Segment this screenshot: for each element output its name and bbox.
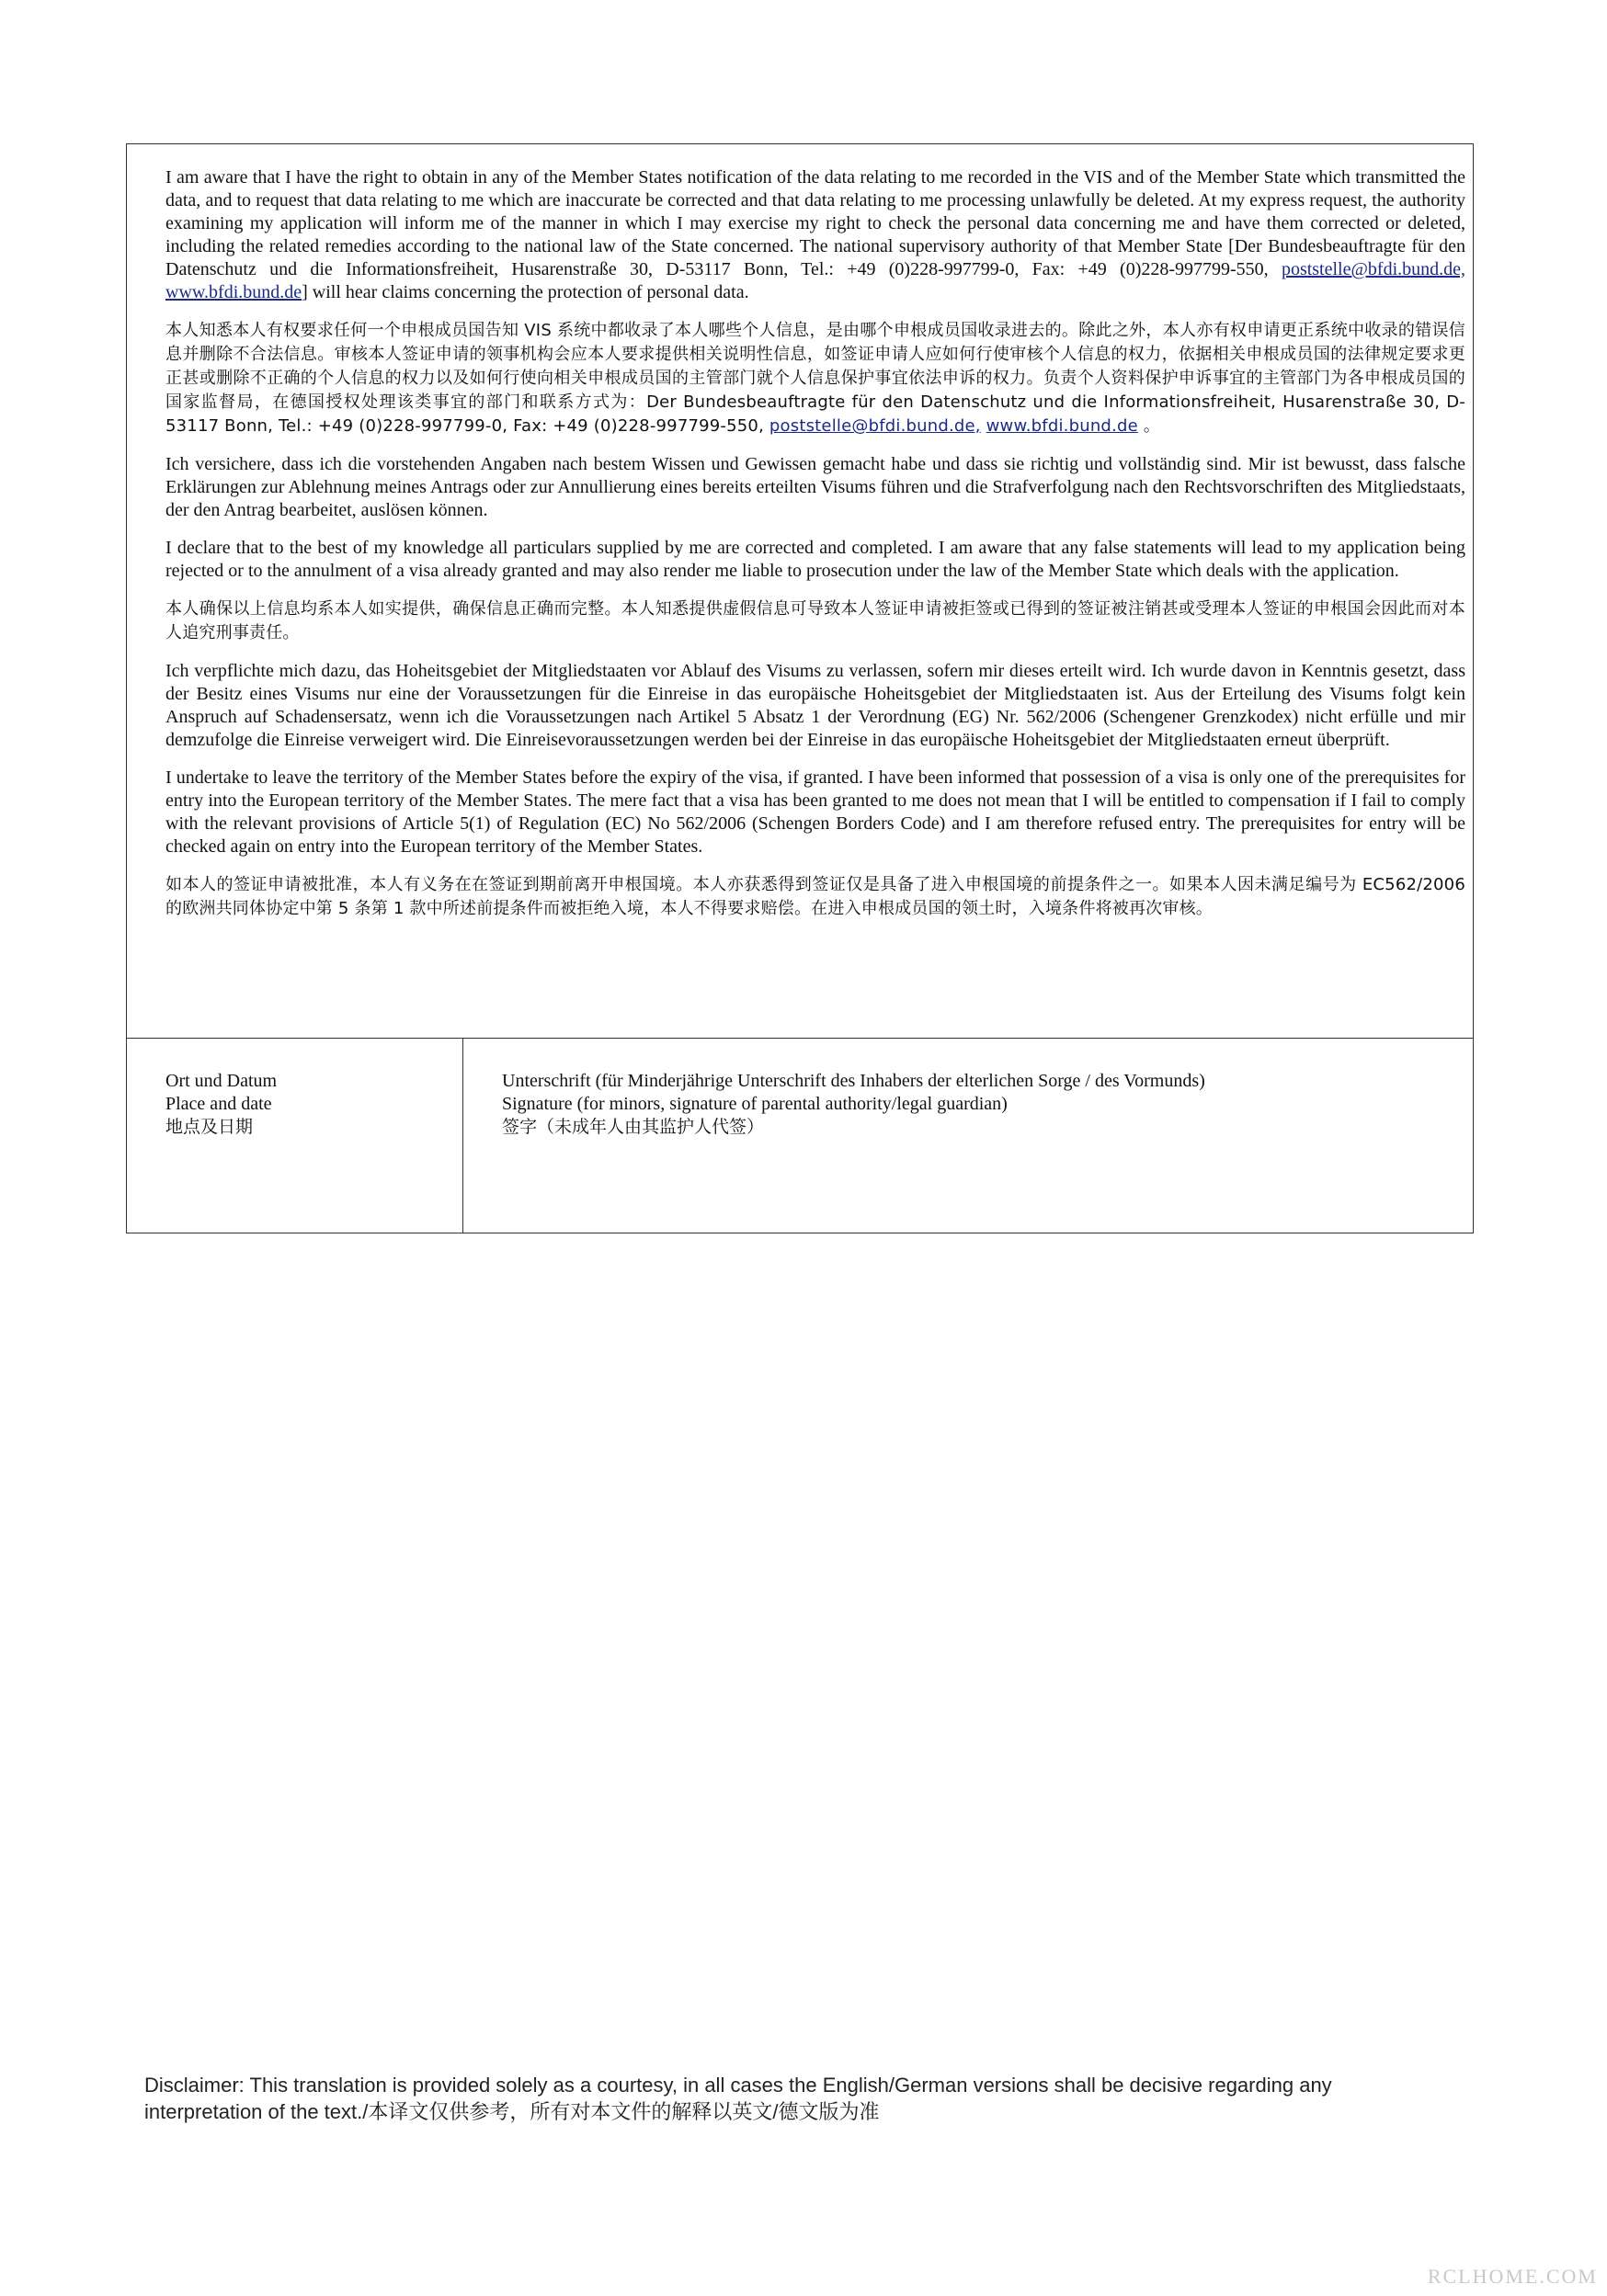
- declarations-text: [165, 166, 1465, 936]
- declaration-leave-en: I undertake to leave the territory of the Member States before the expiry of the visa, if granted. I have been informed that possession of a visa is only one of the prerequisites for entry into the European territory of the Member States. The mere fact that a visa has been granted to me does not mean that I will be entitled to compensation if I fail to comply with the relevant provisions of Article 5(1) of Regulation (EC) No 562/2006 (Schengen Borders Code) and I am therefore refused entry. The prerequisites for entry will be checked again on entry into the European territory of the Member States.: [165, 767, 1465, 857]
- website-link[interactable]: www.bfdi.bund.de: [165, 282, 302, 302]
- place-label-en: Place and date: [165, 1094, 272, 1114]
- declaration-leave-zh: 如本人的签证申请被批准，本人有义务在在签证到期前离开申根国境。本人亦获悉得到签证仅是具备了进入申根国境的前提条件之一。如果本人因未满足编号为 EC562/2006 的欧洲共同体协定中第 5 条第 1 款中所述前提条件而被拒绝入境，本人不得要求赔偿。在进入申根成员国的领土时，入境条件将被再次审核。: [165, 875, 1465, 918]
- place-label-zh: 地点及日期: [165, 1117, 254, 1137]
- disclaimer-line: interpretation of the text./本译文仅供参考，所有对本文件的解释以英文/德文版为准: [144, 2100, 880, 2123]
- watermark: RCLHOME.COM: [1427, 2265, 1598, 2288]
- declaration-truth-zh: 本人确保以上信息均系本人如实提供，确保信息正确而完整。本人知悉提供虚假信息可导致本人签证申请被拒签或已得到的签证被注销甚或受理本人签证的申根国会因此而对本人追究刑事责任。: [165, 599, 1465, 642]
- declaration-text: I am aware that I have the right to obtain in any of the Member States notification of the data relating to me recorded in the VIS and of the Member State which transmitted the data, and to request that data relating to me which are inaccurate be corrected and that data relating to me processing unlawfully be deleted. At my express request, the authority examining my application will inform me of the manner in which I may exercise my right to check the personal data concerning me and have them corrected or deleted, including the related remedies according to the national law of the State concerned. The national supervisory authority of that Member State [Der Bundesbeauftragte für den Datenschutz und die Informationsfreiheit, Husarenstraße 30, D-53117 Bonn, Tel.: +49 (0)228-997799-0, Fax: +49 (0)228-997799-550,: [165, 167, 1465, 279]
- declaration-text: 。: [1137, 416, 1161, 436]
- website-link[interactable]: www.bfdi.bund.de: [986, 416, 1138, 436]
- signature-label-en: Signature (for minors, signature of parental authority/legal guardian): [502, 1094, 1008, 1114]
- disclaimer: [144, 2072, 1431, 2125]
- signature-label-de: Unterschrift (für Minderjährige Unterschrift des Inhabers der elterlichen Sorge / des Vormunds): [502, 1071, 1205, 1091]
- email-link[interactable]: poststelle@bfdi.bund.de,: [1281, 259, 1465, 279]
- signature-row: [127, 1038, 1473, 1233]
- declaration-text: ] will hear claims concerning the protection of personal data.: [302, 282, 749, 302]
- declaration-data-rights-zh: [165, 319, 1465, 438]
- signature-cell[interactable]: [463, 1039, 1473, 1233]
- email-link[interactable]: poststelle@bfdi.bund.de,: [769, 416, 981, 436]
- declaration-leave-de: Ich verpflichte mich dazu, das Hoheitsgebiet der Mitgliedstaaten vor Ablauf des Visums zu verlassen, sofern mir dieses erteilt wird. Ich wurde davon in Kenntnis gesetzt, dass der Besitz eines Visums nur eine der Voraussetzungen für die Einreise in das europäische Hoheitsgebiet der Mitgliedstaaten ist. Aus der Erteilung des Visums folgt kein Anspruch auf Schadensersatz, wenn ich die Voraussetzungen nach Artikel 5 Absatz 1 der Verordnung (EG) Nr. 562/2006 (Schengener Grenzkodex) nicht erfülle und mir demzufolge die Einreise verweigert wird. Die Einreisevoraussetzungen werden bei der Einreise in das europäische Hoheitsgebiet der Mitgliedstaaten erneut überprüft.: [165, 661, 1465, 750]
- place-label-de: Ort und Datum: [165, 1071, 278, 1091]
- disclaimer-line: Disclaimer: This translation is provided solely as a courtesy, in all cases the English/German versions shall be decisive regarding any: [144, 2074, 1332, 2097]
- place-and-date-cell[interactable]: [127, 1039, 463, 1233]
- declaration-truth-de: Ich versichere, dass ich die vorstehenden Angaben nach bestem Wissen und Gewissen gemacht habe und dass sie richtig und vollständig sind. Mir ist bewusst, dass falsche Erklärungen zur Ablehnung meines Antrags oder zur Annullierung eines bereits erteilten Visums führen und die Strafverfolgung nach den Rechtsvorschriften des Mitgliedstaats, der den Antrag bearbeitet, auslösen können.: [165, 454, 1465, 520]
- declaration-truth-en: I declare that to the best of my knowledge all particulars supplied by me are corrected and completed. I am aware that any false statements will lead to my application being rejected or to the annulment of a visa already granted and may also render me liable to prosecution under the law of the Member State which deals with the application.: [165, 538, 1465, 581]
- signature-label-zh: 签字（未成年人由其监护人代签）: [502, 1117, 765, 1137]
- declaration-text: 本人知悉本人有权要求任何一个申根成员国告知 VIS 系统中都收录了本人哪些个人信息，是由哪个申根成员国收录进去的。除此之外，本人亦有权申请更正系统中收录的错误信息并删除不合法信息。审核本人签证申请的领事机构会应本人要求提供相关说明性信息，如签证申请人应如何行使审核个人信息的权力，依据相关申根成员国的法律规定要求更正甚或删除不正确的个人信息的权力以及如何行使向相关申根成员国的主管部门就个人信息保护事宜依法申诉的权力。负责个人资料保护申诉事宜的主管部门为各申根成员国的国家监督局，在德国授权处理该类事宜的部门和联系方式为：Der Bundesbeauftragte für den Datenschutz und die Informationsfreiheit, Husarenstraße 30, D-53117 Bonn, Tel.: +49 (0)228-997799-0, Fax: +49 (0)228-997799-550,: [165, 321, 1465, 436]
- declaration-form-box: [126, 143, 1474, 1233]
- declaration-data-rights-en: [165, 166, 1465, 304]
